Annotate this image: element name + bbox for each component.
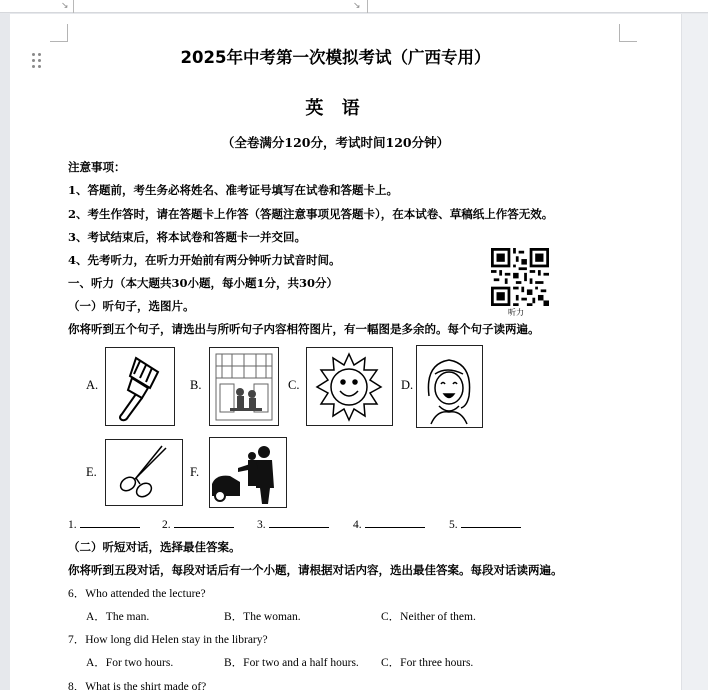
right-side-panel	[681, 14, 708, 690]
right-indent-marker[interactable]: ↘	[353, 1, 361, 11]
blank-line[interactable]	[269, 517, 329, 528]
blank-number: 1.	[68, 519, 77, 531]
picture-label-f: F.	[190, 465, 200, 479]
margin-corner-top-right	[619, 24, 637, 42]
blank-number: 4.	[353, 519, 362, 531]
part2-instruction: 你将听到五段对话，每段对话后有一个小题，请根据对话内容，选出最佳答案。每段对话读两遍。	[68, 563, 563, 577]
question-7: 7．How long did Helen stay in the library?	[68, 634, 268, 646]
note-item: 1、答题前，考生务必将姓名、准考证号填写在试卷和答题卡上。	[68, 183, 398, 197]
note-item: 2、考生作答时，请在答题卡上作答（答题注意事项见答题卡），在本试卷、草稿纸上作答无效。	[68, 207, 554, 221]
picture-b	[209, 347, 279, 426]
paint-brush-icon	[106, 348, 174, 425]
document-page	[10, 14, 681, 690]
scissors-icon	[106, 440, 182, 505]
smiling-sun-icon	[307, 348, 392, 425]
option-a: A．The man.	[86, 611, 150, 623]
blank-line[interactable]	[461, 517, 521, 528]
picture-e	[105, 439, 183, 506]
ruler-bar	[0, 0, 708, 13]
picture-a	[105, 347, 175, 426]
picture-f	[209, 437, 287, 508]
blank-number: 2.	[162, 519, 171, 531]
blank-line[interactable]	[80, 517, 140, 528]
left-indent-marker[interactable]: ↘	[61, 1, 69, 11]
option-c: C．Neither of them.	[381, 611, 476, 623]
option-c: C．For three hours.	[381, 657, 474, 669]
answer-blank-3[interactable]	[257, 517, 329, 531]
answer-blank-2[interactable]	[162, 517, 234, 531]
picture-label-e: E.	[86, 465, 97, 479]
picture-label-c: C.	[288, 378, 300, 392]
answer-blank-5[interactable]	[449, 517, 521, 531]
picture-c	[306, 347, 393, 426]
traffic-police-icon	[210, 438, 286, 507]
subject-title: 英 语	[305, 98, 366, 119]
question-8: 8．What is the shirt made of?	[68, 681, 207, 690]
happy-girl-icon	[417, 346, 482, 427]
part1-heading: （一）听句子，选图片。	[68, 299, 195, 313]
picture-d	[416, 345, 483, 428]
page-title: 2025年中考第一次模拟考试（广西专用）	[180, 48, 491, 67]
note-item: 3、考试结束后，将本试卷和答题卡一并交回。	[68, 230, 306, 244]
ruler-tick	[367, 0, 368, 13]
blank-number: 5.	[449, 519, 458, 531]
blank-line[interactable]	[174, 517, 234, 528]
part1-instruction: 你将听到五个句子，请选出与所听句子内容相符图片，有一幅图是多余的。每个句子读两遍。	[68, 322, 540, 336]
blank-line[interactable]	[365, 517, 425, 528]
score-info: （全卷满分120分，考试时间120分钟）	[221, 135, 450, 150]
picture-label-d: D.	[401, 378, 414, 392]
note-item: 4、先考听力，在听力开始前有两分钟听力试音时间。	[68, 253, 341, 267]
option-b: B．The woman.	[224, 611, 301, 623]
option-a: A．For two hours.	[86, 657, 174, 669]
answer-blank-4[interactable]	[353, 517, 425, 531]
picture-label-a: A.	[86, 378, 99, 392]
qr-label: 听力	[508, 308, 524, 317]
margin-corner-top-left	[50, 24, 68, 42]
library-people-icon	[210, 348, 278, 425]
part2-heading: （二）听短对话，选择最佳答案。	[68, 540, 241, 554]
picture-label-b: B.	[190, 378, 202, 392]
blank-number: 3.	[257, 519, 266, 531]
answer-blank-1[interactable]	[68, 517, 140, 531]
qr-code-icon[interactable]	[491, 248, 549, 306]
section-heading: 一、听力（本大题共30小题，每小题1分，共30分）	[68, 276, 339, 290]
notes-heading: 注意事项：	[68, 160, 126, 174]
ruler-tick	[73, 0, 74, 13]
question-6: 6．Who attended the lecture?	[68, 588, 206, 600]
option-b: B．For two and a half hours.	[224, 657, 359, 669]
